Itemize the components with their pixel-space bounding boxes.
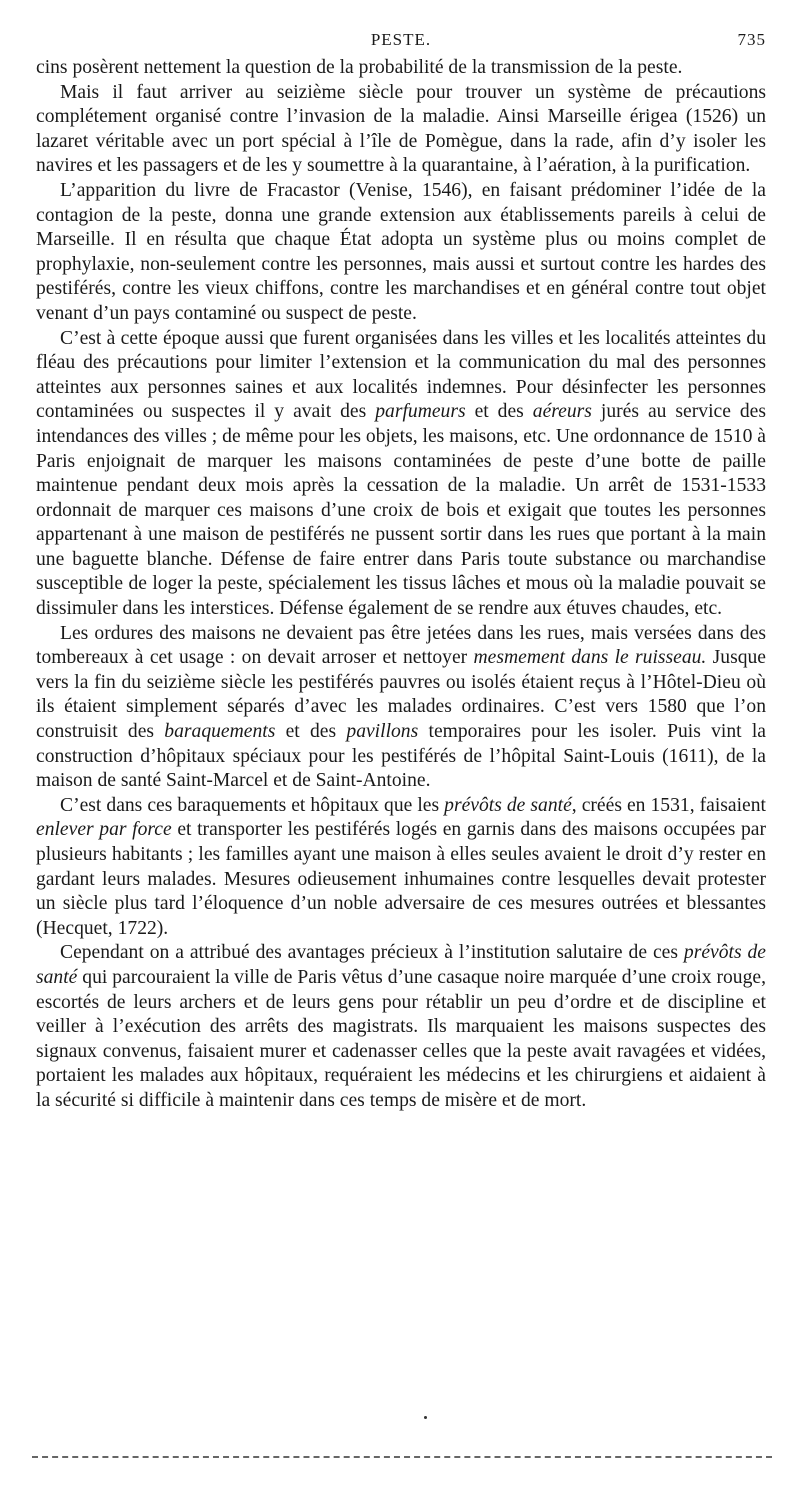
printing-speck <box>424 1416 427 1419</box>
text-run: qui parcouraient la ville de Paris vêtus d’une casaque noire marquée d’une croix rouge, escortés de leurs archers et de leurs gens pour rétablir un peu d’ordre et de discipline et veiller à l’exécution des arrêts des magistrats. Ils marquaient les maisons suspectes des signaux convenus, faisaient murer et cadenasser celles que la peste avait ravagées et vidées, portaient les malades aux hôpitaux, requéraient les médecins et les chirurgiens et aidaient à la sécurité si difficile à maintenir dans ces temps de misère et de mort. <box>36 966 766 1111</box>
running-title: PESTE. <box>370 30 432 49</box>
italic-term: prévôts de santé <box>444 794 572 816</box>
italic-term: enlever par force <box>36 819 172 841</box>
italic-term: aéreurs <box>532 401 592 423</box>
text-run: jurés au service des intendances des villes ; de même pour les objets, les maisons, etc. Une ordonnance de 1510 à Paris enjoignait de marquer les maisons contaminées de peste d’une botte de paille maintenue pendant deux mois après la cessation de la maladie. Un arrêt de 1531-1533 ordonnait de marquer ces maisons d’une croix de bois et exigait que toutes les personnes appartenant à une maison de pestiférés ne pussent sortir dans les rues que portant à la main une baguette blanche. Défense de faire entrer dans Paris toute substance ou marchandise susceptible de loger la peste, spécialement les tissus lâches et mous où la maladie pouvait se dissimuler dans les interstices. Défense également de se rendre aux étuves chaudes, etc. <box>36 401 766 620</box>
italic-term: prévôts de santé <box>36 942 766 988</box>
page-number: 735 <box>737 30 766 49</box>
text-run: Cependant on a attribué des avantages précieux à l’institution salutaire de ces <box>60 942 684 964</box>
italic-term: parfumeurs <box>375 401 466 423</box>
text-run: et transporter les pestiférés logés en garnis dans des maisons occupées par plusieurs habitants ; les familles ayant une maison à elles seules avaient le droit d’y rester en gardant leurs malades. Mesures odieusement inhumaines contre lesquelles devait protester un siècle plus tard l’éloquence d’un noble adversaire de ces mesures outrées et blessantes (Hecquet, 1722). <box>36 819 767 939</box>
text-run: temporaires pour les isoler. Puis vint la construction d’hôpitaux spéciaux pour les pestiférés de l’hôpital Saint-Louis (1611), de la maison de santé Saint-Marcel et de Saint-Antoine. <box>36 721 766 792</box>
text-run: Jusque vers la fin du seizième siècle les pestiférés pauvres ou isolés étaient reçus à l’Hôtel-Dieu où ils étaient simplement séparés d’avec les malades ordinaires. C’est vers 1580 que l’on construisit des <box>36 647 767 743</box>
text-run: cins posèrent nettement la question de la probabilité de la transmission de la peste. <box>36 57 683 78</box>
paragraph <box>36 56 766 81</box>
paragraph <box>36 81 766 179</box>
text-run: et des <box>465 401 533 423</box>
text-run: , créés en 1531, faisaient <box>571 794 766 816</box>
body-text <box>36 56 766 1114</box>
paragraph <box>36 622 766 794</box>
book-page <box>36 30 766 1114</box>
footer-rule <box>32 1456 772 1458</box>
text-run: C’est à cette époque aussi que furent organisées dans les villes et les localités atteintes du fléau des précautions pour limiter l’extension et la communication du mal des personnes atteintes aux personnes saines et aux localités indemnes. Pour désinfecter les personnes contaminées ou suspectes il y avait des <box>36 327 766 423</box>
paragraph <box>36 794 766 942</box>
italic-term: mesmement dans le ruisseau. <box>473 647 707 669</box>
paragraph <box>36 941 766 1113</box>
paragraph <box>36 327 766 622</box>
text-run: Mais il faut arriver au seizième siècle pour trouver un système de précautions complétement organisé contre l’invasion de la maladie. Ainsi Marseille érigea (1526) un lazaret véritable avec un port spécial à l’île de Pomègue, dans la rade, afin d’y isoler les navires et les passagers et de les y soumettre à la quarantaine, à l’aération, à la purification. <box>36 81 766 177</box>
text-run: et des <box>275 721 347 743</box>
text-run: L’apparition du livre de Fracastor (Venise, 1546), en faisant prédominer l’idée de la contagion de la peste, donna une grande extension aux établissements pareils à celui de Marseille. Il en résulta que chaque État adopta un système plus ou moins complet de prophylaxie, non-seulement contre les personnes, mais aussi et surtout contre les hardes des pestiférés, contre les vieux chiffons, contre les marchandises et en général contre tout objet venant d’un pays contaminé ou suspect de peste. <box>36 179 766 324</box>
italic-term: pavillons <box>346 721 419 743</box>
text-run: C’est dans ces baraquements et hôpitaux que les <box>60 794 445 816</box>
paragraph <box>36 179 766 327</box>
text-run: Les ordures des maisons ne devaient pas être jetées dans les rues, mais versées dans des tombereaux à cet usage : on devait arroser et nettoyer <box>36 622 766 669</box>
page-header <box>36 30 766 54</box>
italic-term: baraquements <box>164 721 276 743</box>
